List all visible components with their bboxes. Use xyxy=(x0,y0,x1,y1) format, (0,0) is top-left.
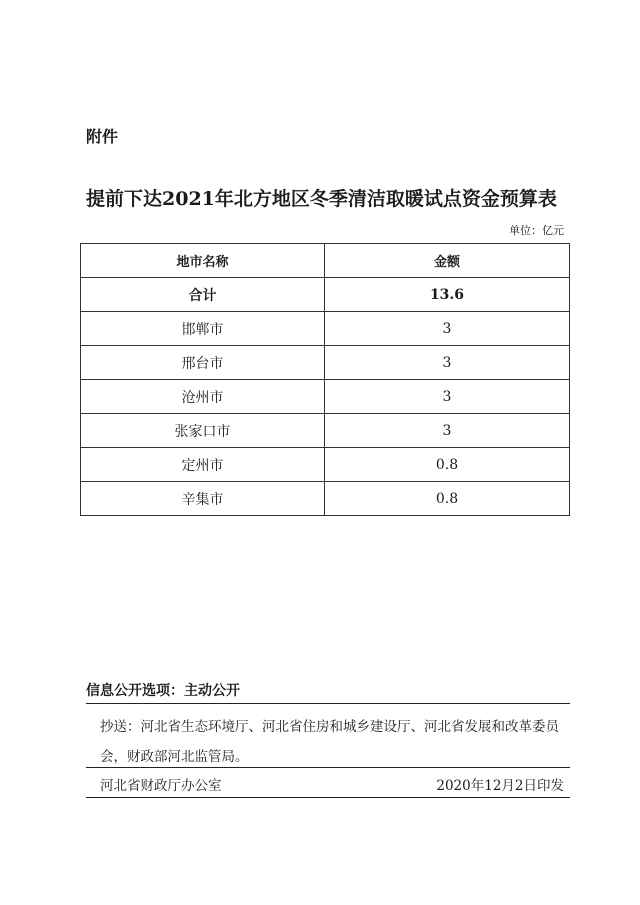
cc-label: 抄送： xyxy=(100,719,141,735)
total-amount: 13.6 xyxy=(325,278,570,312)
document-title: 提前下达2021年北方地区冬季清洁取暖试点资金预算表 xyxy=(86,188,557,210)
amount-cell: 3 xyxy=(325,414,570,448)
table-row xyxy=(81,346,570,380)
table-header-row xyxy=(81,244,570,278)
issuing-office: 河北省财政厅办公室 xyxy=(100,778,222,794)
table-row xyxy=(81,380,570,414)
unit-label: 单位：亿元 xyxy=(509,224,564,237)
table-row xyxy=(81,414,570,448)
table-row xyxy=(81,312,570,346)
header-city-name: 地市名称 xyxy=(81,244,325,278)
total-label: 合计 xyxy=(81,278,325,312)
city-name-cell: 邢台市 xyxy=(81,346,325,380)
city-name-cell: 定州市 xyxy=(81,448,325,482)
divider-bottom xyxy=(86,797,570,798)
city-name-cell: 张家口市 xyxy=(81,414,325,448)
amount-cell: 0.8 xyxy=(325,482,570,516)
city-name-cell: 辛集市 xyxy=(81,482,325,516)
amount-cell: 0.8 xyxy=(325,448,570,482)
attachment-label: 附件 xyxy=(86,127,119,146)
divider-middle xyxy=(86,767,570,768)
table-row-total xyxy=(81,278,570,312)
issue-date: 2020年12月2日印发 xyxy=(436,778,564,794)
cc-recipients: 河北省生态环境厅、河北省住房和城乡建设厅、河北省发展和改革委员会，财政部河北监管局。 xyxy=(100,719,559,765)
table-row xyxy=(81,482,570,516)
amount-cell: 3 xyxy=(325,346,570,380)
amount-cell: 3 xyxy=(325,312,570,346)
budget-table xyxy=(80,243,570,516)
city-name-cell: 邯郸市 xyxy=(81,312,325,346)
cc-block xyxy=(100,712,566,772)
divider-top xyxy=(86,703,570,704)
disclosure-option: 信息公开选项：主动公开 xyxy=(86,683,240,699)
amount-cell: 3 xyxy=(325,380,570,414)
header-amount: 金额 xyxy=(325,244,570,278)
city-name-cell: 沧州市 xyxy=(81,380,325,414)
table-row xyxy=(81,448,570,482)
